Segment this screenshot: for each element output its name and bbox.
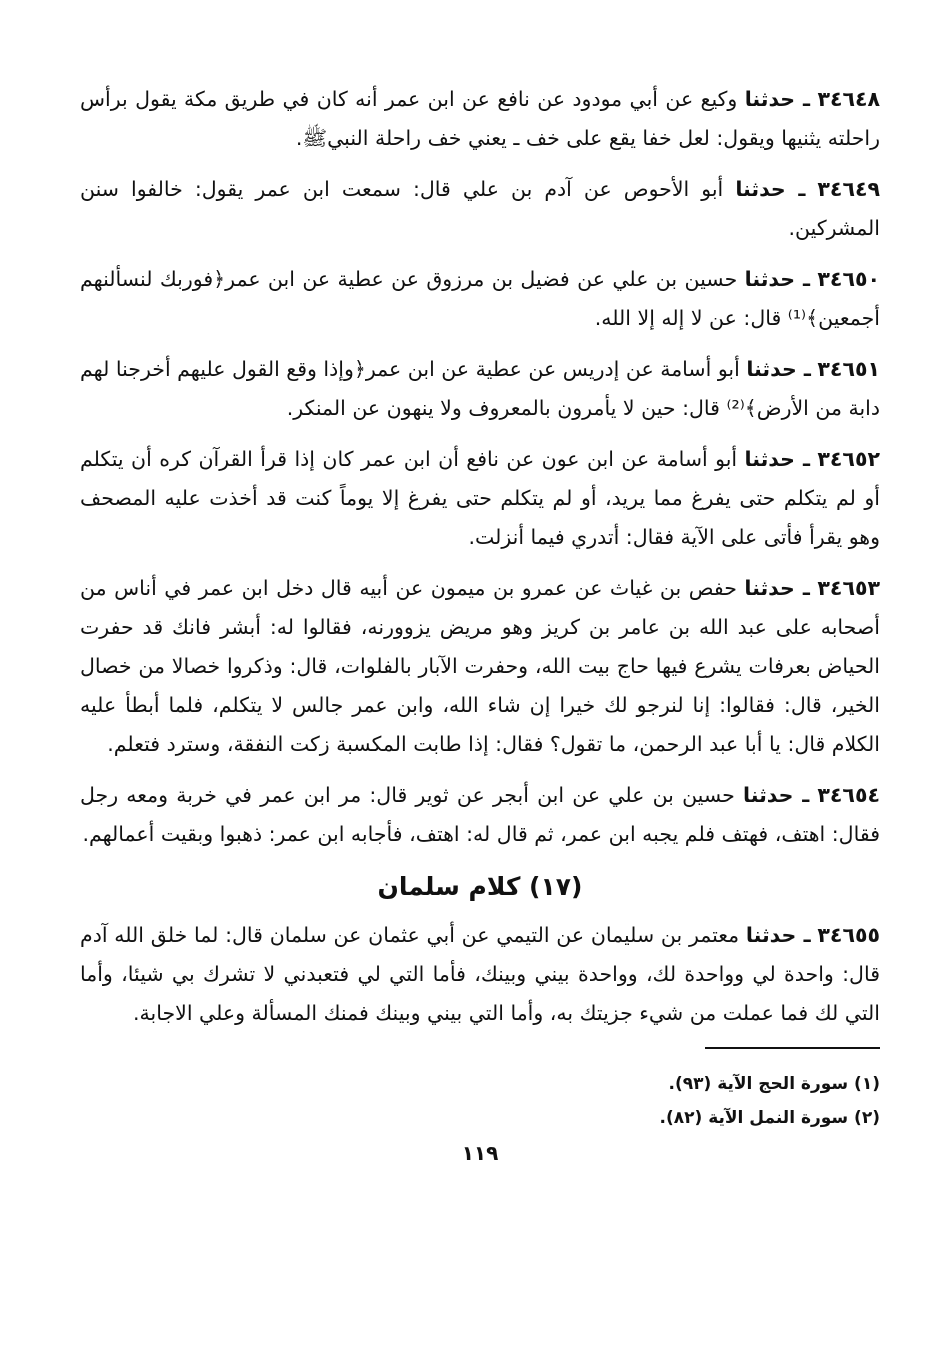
- hadith-text: معتمر بن سليمان عن التيمي عن أبي عثمان عن سلمان قال: لما خلق الله آدم قال: واحدة لي وواحدة لك، وواحدة بيني وبينك، فأما التي لي فتعبدني لا تشرك بي شيئا، وأما التي لك فما عملت من شيء جزيتك به، وأما التي بيني وبينك فمنك المسألة وعلي الاجابة.: [80, 923, 880, 1025]
- hadith-number: ٣٤٦٥١: [817, 357, 880, 381]
- hadith-lead: ـ حدثنا: [744, 267, 811, 291]
- footnote-2: (٢) سورة النمل الآية (٨٢).: [659, 1108, 880, 1128]
- hadith-list-after-heading: [80, 916, 880, 1033]
- hadith-34653: [80, 569, 880, 764]
- footnotes: [80, 1067, 880, 1135]
- hadith-number: ٣٤٦٥٠: [817, 267, 880, 291]
- hadith-number: ٣٤٦٥٥: [817, 923, 880, 947]
- hadith-34650: [80, 260, 880, 338]
- hadith-34648: [80, 80, 880, 158]
- hadith-text: أبو أسامة عن ابن عون عن نافع أن ابن عمر كان إذا قرأ القرآن كره أن يتكلم أو لم يتكلم حتى يفرغ مما يريد، أو لم يتكلم حتى يفرغ إلا يوماً كنت قد أخذت عليه المصحف وهو يقرأ فأتى على الآية فقال: أتدري فيما أنزلت.: [80, 447, 880, 549]
- hadith-number: ٣٤٦٥٤: [817, 783, 880, 807]
- hadith-34654: [80, 776, 880, 854]
- hadith-text: أبو الأحوص عن آدم بن علي قال: سمعت ابن عمر يقول: خالفوا سنن المشركين.: [80, 177, 880, 240]
- footnote-separator: [705, 1047, 880, 1049]
- hadith-lead: ـ حدثنا: [744, 87, 811, 111]
- hadith-number: ٣٤٦٤٩: [817, 177, 880, 201]
- hadith-34649: [80, 170, 880, 248]
- hadith-text: أبو أسامة عن إدريس عن عطية عن ابن عمر﴿وإذا وقع القول عليهم أخرجنا لهم دابة من الأرض﴾⁽²⁾ قال: حين لا يأمرون بالمعروف ولا ينهون عن المنكر.: [80, 357, 880, 420]
- hadith-text: وكيع عن أبي مودود عن نافع عن ابن عمر أنه كان في طريق مكة يقول برأس راحلته يثنيها ويقول: لعل خفا يقع على خف ـ يعني خف راحلة النبيﷺ.: [80, 87, 880, 150]
- hadith-lead: ـ حدثنا: [745, 923, 811, 947]
- hadith-text: حسين بن علي عن ابن أبجر عن ثوير قال: مر ابن عمر في خربة ومعه رجل فقال: اهتف، فهتف فلم يجبه ابن عمر، ثم قال له: اهتف، فأجابه ابن عمر: ذهبوا وبقيت أعمالهم.: [80, 783, 880, 846]
- hadith-lead: ـ حدثنا: [746, 357, 811, 381]
- hadith-text: حسين بن علي عن فضيل بن مرزوق عن عطية عن ابن عمر﴿فوربك لنسألنهم أجمعين﴾⁽¹⁾ قال: عن لا إله إلا الله.: [80, 267, 880, 330]
- hadith-34651: [80, 350, 880, 428]
- hadith-34655: [80, 916, 880, 1033]
- hadith-text: حفص بن غياث عن عمرو بن ميمون عن أبيه قال دخل ابن عمر في أناس من أصحابه على عبد الله بن عامر بن كريز وهو مريض يزوورنه، فقالوا له: أبشر فانك قد حفرت الحياض بعرفات يشرع فيها حاج بيت الله، وحفرت الآبار بالفلوات، قال: وذكروا خصالا من خصال الخير، قال: فقالوا: إنا لنرجو لك خيرا إن شاء الله، وابن عمر جالس لا يتكلم، فلما أبطأ عليه الكلام قال: يا أبا عبد الرحمن، ما تقول؟ فقال: إذا طابت المكسبة زكت النفقة، وسترد فتعلم.: [80, 576, 880, 756]
- hadith-lead: ـ حدثنا: [744, 576, 810, 600]
- hadith-34652: [80, 440, 880, 557]
- hadith-lead: ـ حدثنا: [735, 177, 806, 201]
- hadith-lead: ـ حدثنا: [744, 447, 810, 471]
- page-number: ١١٩: [461, 1141, 499, 1165]
- hadith-number: ٣٤٦٥٣: [817, 576, 880, 600]
- hadith-list: [80, 80, 880, 854]
- hadith-number: ٣٤٦٥٢: [817, 447, 880, 471]
- book-page: [80, 80, 880, 1300]
- footnote-1: (١) سورة الحج الآية (٩٣).: [668, 1074, 880, 1094]
- hadith-lead: ـ حدثنا: [743, 783, 810, 807]
- hadith-number: ٣٤٦٤٨: [817, 87, 880, 111]
- section-heading: (١٧) كلام سلمان: [377, 872, 583, 901]
